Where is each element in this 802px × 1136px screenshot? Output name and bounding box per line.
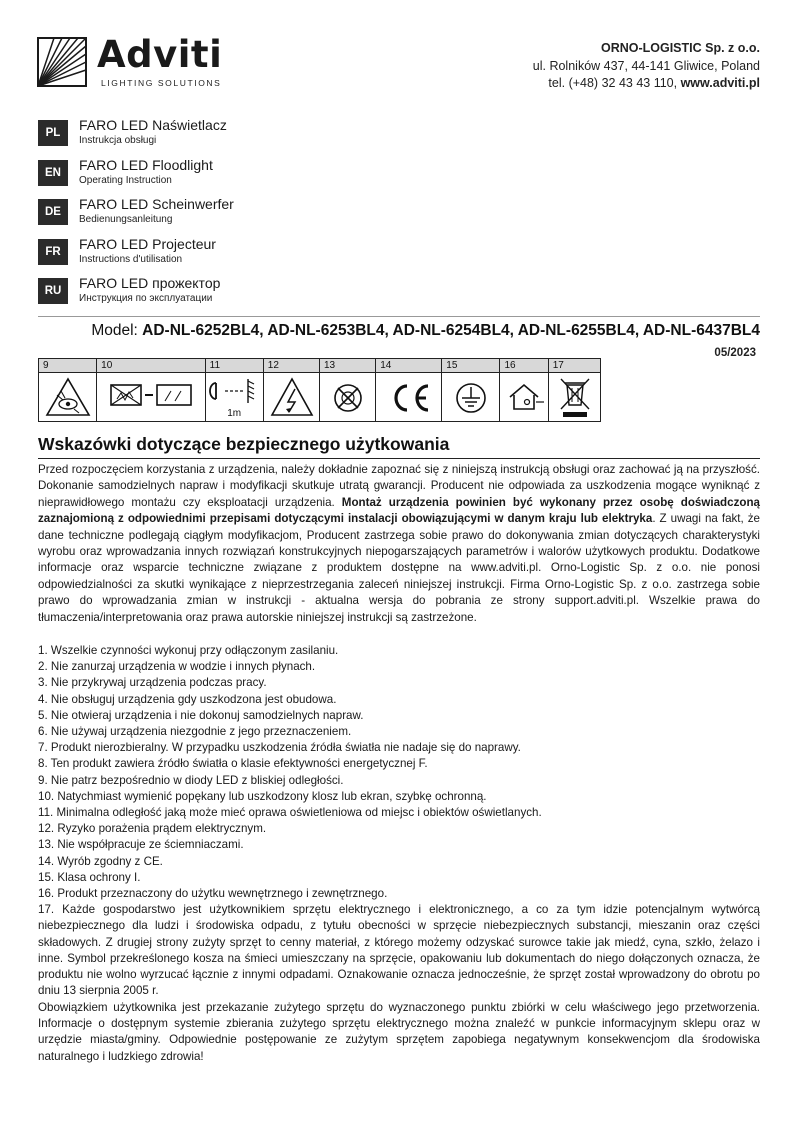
symbol-cell-11 [206, 359, 264, 421]
language-subtitle: Instructions d'utilisation [79, 253, 183, 265]
symbol-number: 15 [442, 359, 499, 373]
eye-hazard-icon [39, 373, 97, 421]
symbol-cell-17 [549, 359, 600, 421]
brand-name: Adviti [97, 33, 223, 76]
language-code: PL [38, 120, 68, 146]
language-subtitle: Operating Instruction [79, 174, 172, 186]
language-item-fr [38, 236, 358, 276]
language-title: FARO LED Scheinwerfer [79, 196, 234, 212]
company-address: ul. Rolników 437, 44-141 Gliwice, Poland [532, 58, 760, 73]
ground-class1-icon [442, 373, 500, 421]
language-list [38, 117, 358, 315]
language-title: FARO LED Floodlight [79, 156, 213, 173]
list-item: 1. Wszelkie czynności wykonuj przy odłączonym zasilaniu. [38, 644, 339, 657]
list-item: 10. Natychmiast wymienić popękany lub uszkodzony klosz lub ekran, szybkę ochronną. [38, 789, 487, 803]
symbol-number: 9 [39, 359, 96, 373]
language-code: DE [38, 199, 68, 225]
model-line [0, 322, 760, 340]
intro-paragraph [38, 462, 760, 626]
section-title: Wskazówki dotyczące bezpiecznego użytkowania [38, 434, 450, 454]
divider [38, 316, 760, 317]
safety-rules-list [38, 643, 760, 902]
language-item-en [38, 157, 358, 197]
language-item-ru [38, 275, 358, 315]
rule-17-text: 17. Każde gospodarstwo jest użytkownikiem sprzętu elektrycznego i elektronicznego, a co za tym idzie potencjalnym wytwórcą niebezpiecznego dla ludzi i środowiska odpadu, z tytułu obecności w sprzęcie niebezpiecznych substancji, mieszanin oraz części składowych. Z drugiej strony zużyty sprzęt to cenny materiał, z którego możemy odzyskać surowce takie jak miedź, cyna, szkło, żelazo i inne. Symbol przekreślonego kosza na śmieci umieszczany na sprzęcie, opakowaniu lub dokumentach do niego dołączonych oznacza, że produktu nie wolno wyrzucać łącznie z innymi odpadami. Oznakowanie oznacza jednocześnie, że sprzęt został wprowadzony do obrotu po dniu 13 sierpnia 2005 r. [38, 903, 760, 998]
list-item: 16. Produkt przeznaczony do użytku wewnętrznego i zewnętrznego. [38, 887, 388, 901]
list-item: 9. Nie patrz bezpośrednio w diody LED z bliskiej odległości. [38, 773, 344, 787]
list-item: 13. Nie współpracuje ze ściemniaczami. [38, 838, 244, 852]
model-label: Model: [91, 322, 143, 339]
list-item: 5. Nie otwieraj urządzenia i nie dokonuj samodzielnych napraw. [38, 708, 364, 722]
min-distance-label: 1m [227, 408, 242, 419]
language-code: RU [38, 278, 68, 304]
list-item: 8. Ten produkt zawiera źródło światła o klasie efektywności energetycznej F. [38, 757, 428, 771]
symbol-number: 14 [376, 359, 441, 373]
weee-bin-icon [549, 373, 601, 421]
electric-shock-icon [264, 373, 320, 421]
language-title: FARO LED прожектор [79, 275, 221, 291]
symbol-number: 11 [206, 359, 263, 373]
brand-tagline: LIGHTING SOLUTIONS [101, 78, 222, 88]
symbol-cell-14 [376, 359, 442, 421]
language-item-pl [38, 117, 358, 157]
language-subtitle: Instrukcja obsługi [79, 135, 157, 146]
list-item: 14. Wyrób zgodny z CE. [38, 854, 163, 868]
brand-logo [37, 33, 227, 92]
adviti-logo-icon [37, 37, 87, 87]
document-date: 05/2023 [714, 347, 756, 359]
list-item: 3. Nie przykrywaj urządzenia podczas pracy. [38, 676, 267, 690]
symbol-number: 12 [264, 359, 319, 373]
heading-underline [38, 458, 760, 459]
company-name: ORNO-LOGISTIC Sp. z o.o. [600, 41, 760, 55]
symbol-cell-13 [320, 359, 376, 421]
disposal-text: Obowiązkiem użytkownika jest przekazanie zużytego sprzętu do wyznaczonego punktu zbiórki w celu właściwego jego przetworzenia. Informacje o dostępnym systemie zbierania zużytego sprzętu elektrycznego można znaleźć w punkcie informacyjnym sklepu oraz w urzędzie miasta/gminy. Odpowiednie postępowanie ze zużytym sprzętem zapobiega negatywnym konsekwencjom dla środowiska naturalnego i ludzkiego zdrowia! [38, 1000, 760, 1063]
symbol-cell-12 [264, 359, 320, 421]
list-item: 15. Klasa ochrony I. [38, 870, 141, 884]
symbol-number: 10 [97, 359, 204, 373]
language-code: FR [38, 239, 68, 265]
intro-text-2: . Z uwagi na fakt, że dane techniczne podlegają ciągłym modyfikacjom, Producent zastrzega sobie prawo do dokonywania zmian dotyczących charakterystyki wyrobu oraz wprowadzania innych rozwiązań konstrukcyjnych niepogarszających parametrów i walorów użytkowych produktu. Dodatkowe informacje oraz wsparcie techniczne związane z produktem dostępne na www.adviti.pl. Orno-Logistic Sp. z o.o. nie ponosi odpowiedzialności za skutki wynikające z nieprzestrzegania zaleceń niniejszej instrukcji. Firma Orno-Logistic Sp. z o.o. zastrzega sobie prawo do wprowadzania zmian w instrukcji - aktualna wersja do pobrania ze strony support.adviti.pl. Wszelkie prawa do tłumaczenia/interpretowania oraz prawa autorskie niniejszej instrukcji są zastrzeżone. [38, 512, 761, 624]
language-subtitle: Bedienungsanleitung [79, 214, 173, 225]
list-item: 7. Produkt nierozbieralny. W przypadku uszkodzenia źródła światła nie nadaje się do naprawy. [38, 741, 521, 755]
ce-mark-icon [376, 373, 442, 421]
company-phone: tel. (+48) 32 43 43 110, [548, 76, 681, 90]
symbol-cell-9 [39, 359, 97, 421]
company-contact [533, 75, 760, 93]
intro-text-1: Przed rozpoczęciem korzystania z urządzenia, należy dokładnie zapoznać się z niniejszą instrukcją obsługi oraz zachować ją na przyszłość. Dokonanie samodzielnych napraw i modyfikacji skutkuje utratą gwarancji. Producent nie odpowiada za uszkodzenia mogące wyniknąć z nieprawidłowego montażu czy eksploatacji urządzenia. [38, 463, 760, 509]
list-item: 6. Nie używaj urządzenia niezgodnie z jego przeznaczeniem. [38, 725, 352, 739]
indoor-outdoor-icon [500, 373, 548, 421]
list-item: 4. Nie obsługuj urządzenia gdy uszkodzona jest obudowa. [38, 692, 337, 706]
language-subtitle: Инструкция по эксплуатации [79, 293, 213, 304]
symbol-number: 13 [320, 359, 375, 373]
model-codes: AD-NL-6252BL4, AD-NL-6253BL4, AD-NL-6254BL4, AD-NL-6255BL4, AD-NL-6437BL4 [142, 322, 760, 339]
language-title: FARO LED Projecteur [79, 235, 216, 252]
weee-paragraph [38, 902, 760, 1065]
symbol-cell-10 [97, 359, 205, 421]
replace-cover-icon [97, 373, 206, 421]
symbol-cell-16 [500, 359, 548, 421]
list-item: 2. Nie zanurzaj urządzenia w wodzie i innych płynach. [38, 660, 316, 674]
list-item: 12. Ryzyko porażenia prądem elektrycznym. [38, 822, 267, 836]
list-item: 11. Minimalna odległość jaką może mieć oprawa oświetleniowa od miejsc i obiektów oświetlanych. [38, 806, 542, 820]
company-website: www.adviti.pl [680, 76, 760, 90]
symbol-table [38, 358, 601, 422]
symbol-number: 16 [500, 359, 547, 373]
language-item-de [38, 196, 358, 236]
symbol-cell-15 [442, 359, 500, 421]
symbol-number: 17 [549, 359, 600, 373]
language-title: FARO LED Naświetlacz [79, 117, 227, 133]
min-distance-icon [206, 373, 264, 407]
no-dimmer-icon [320, 373, 376, 421]
company-info [533, 40, 760, 93]
language-code: EN [38, 160, 68, 186]
intro-text-bold: Montaż urządzenia powinien być wykonany przez osobę doświadczoną zaznajomioną z odpowiednimi przepisami dotyczącymi instalacji obowiązującymi w danym kraju lub elektryka [38, 495, 760, 526]
